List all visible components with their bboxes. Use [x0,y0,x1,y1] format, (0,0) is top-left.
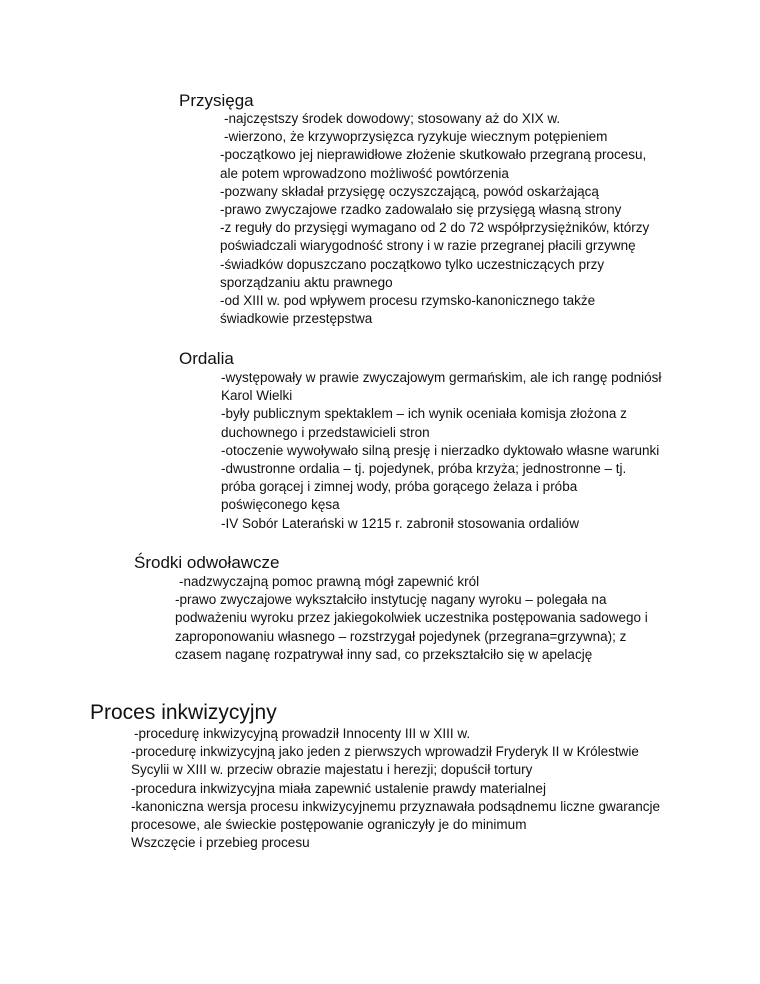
text-line: poświęconego kęsa [221,497,340,513]
section-heading: Proces inkwizycyjny [90,701,277,724]
text-line: sporządzaniu aktu prawnego [220,274,393,290]
section-body [131,725,660,852]
text-line: -od XIII w. pod wpływem procesu rzymsko-kanonicznego także [220,293,596,309]
text-line: -były publicznym spektaklem – ich wynik oceniała komisja złożona z [221,406,627,422]
section-body [175,573,648,664]
text-line: -otoczenie wywoływało silną presję i nierzadko dyktowało własne warunki [221,442,660,458]
section-body [221,369,661,533]
text-line: procesowe, ale świeckie postępowanie ograniczyły je do minimum [131,817,527,833]
text-line: Sycylii w XIII w. przeciw obrazie majestatu i herezji; dopuścił tortury [131,762,533,778]
text-line: duchownego i przedstawicieli stron [221,424,430,440]
text-line: czasem naganę rozpatrywał inny sad, co przekształciło się w apelację [175,646,593,662]
section-heading: Przysięga [179,91,254,110]
text-line: -pozwany składał przysięgę oczyszczającą, powód oskarżającą [220,183,599,199]
section-heading: Ordalia [179,349,234,368]
text-line: podważeniu wyroku przez jakiegokolwiek uczestnika postępowania sadowego i [175,610,648,626]
text-line: -występowały w prawie zwyczajowym germańskim, ale ich rangę podniósł [221,370,662,385]
text-line: -procedura inkwizycyjna miała zapewnić ustalenie prawdy materialnej [131,780,546,796]
text-line: świadkowie przestępstwa [220,311,373,327]
text-line: -prawo zwyczajowe wykształciło instytucję nagany wyroku – polegała na [175,592,607,608]
text-line: -IV Sobór Laterański w 1215 r. zabronił stosowania ordaliów [221,515,579,531]
text-line: -z reguły do przysięgi wymagano od 2 do 72 współprzysiężników, którzy [220,220,650,236]
text-line: próba gorącej i zimnej wody, próba gorącego żelaza i próba [221,479,578,495]
text-line: -prawo zwyczajowe rzadko zadowalało się przysięgą własną strony [220,202,622,218]
text-line: -wierzono, że krzywoprzysięzca ryzykuje wiecznym potępieniem [224,129,608,145]
text-line: Karol Wielki [221,388,293,404]
text-line: -kanoniczna wersja procesu inkwizycyjnemu przyznawała podsądnemu liczne gwarancje [131,798,661,814]
section-body [220,110,649,328]
section-heading: Środki odwoławcze [134,553,280,572]
text-line: -świadków dopuszczano początkowo tylko uczestniczących przy [220,256,605,272]
text-line: zaproponowaniu własnego – rozstrzygał pojedynek (przegrana=grzywna); z [175,628,627,644]
text-line: poświadczali wiarygodność strony i w razie przegranej płacili grzywnę [220,238,636,254]
text-line: -najczęstszy środek dowodowy; stosowany aż do XIX w. [224,111,561,126]
text-line: ale potem wprowadzono możliwość powtórzenia [220,165,509,181]
text-line: Wszczęcie i przebieg procesu [131,835,310,851]
text-line: -początkowo jej nieprawidłowe złożenie skutkowało przegraną procesu, [220,147,647,163]
text-line: -nadzwyczajną pomoc prawną mógł zapewnić król [179,574,480,589]
text-line: -dwustronne ordalia – tj. pojedynek, próba krzyża; jednostronne – tj. [221,461,627,477]
text-line: -procedurę inkwizycyjną jako jeden z pierwszych wprowadził Fryderyk II w Królestwie [131,744,639,760]
text-line: -procedurę inkwizycyjną prowadził Innocenty III w XIII w. [134,726,471,741]
